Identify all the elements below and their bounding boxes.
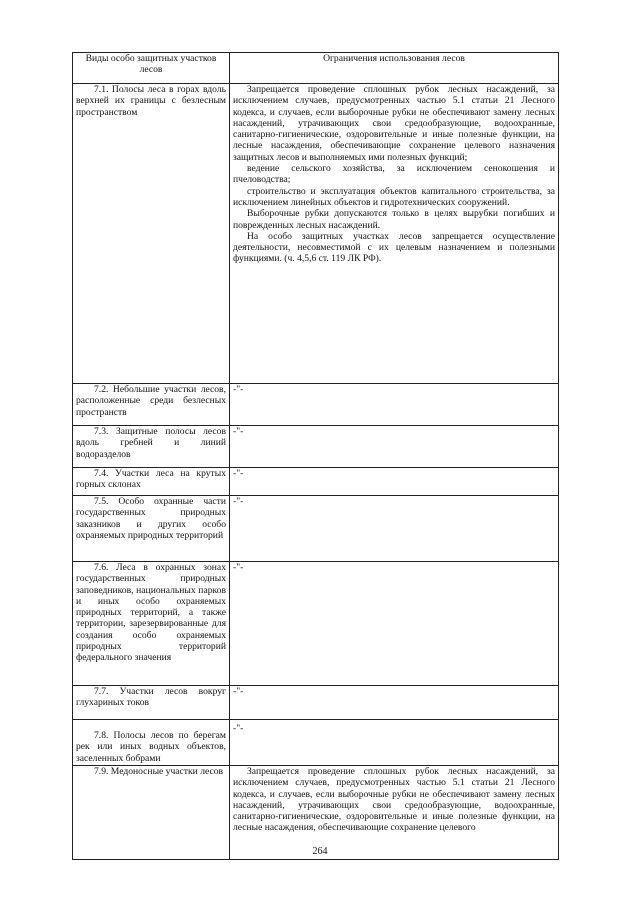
restriction-paragraph: Запрещается проведение сплошных рубок лесных насаждений, за исключением случаев, предусмотренных частью 5.1 статьи 21 Лесного кодекса, и случаев, если выборочные рубки не обеспечивают замену лесных насаждений, утрачивающих свои средообразующие, водоохранные, санитарно-гигиенические, оздоровительные и иные полезные функции, на лесные насаждения, обеспечивающие сохранение целевого — [233, 766, 555, 834]
row-ditto: -"- — [230, 426, 559, 468]
row-name: 7.5. Особо охранные части государственных природных заказников и других особо охраняемых природных территорий — [73, 496, 230, 562]
restriction-paragraph: Выборочные рубки допускаются только в целях вырубки погибших и поврежденных лесных насаждений. — [233, 208, 555, 231]
row-name: 7.9. Медоносные участки лесов — [73, 766, 230, 860]
table-header-row — [73, 53, 559, 84]
row-name: 7.2. Небольшие участки лесов, расположенные среди безлесных пространств — [73, 384, 230, 426]
row-ditto: -"- — [230, 562, 559, 686]
restriction-paragraph: Запрещается проведение сплошных рубок лесных насаждений, за исключением случаев, предусмотренных частью 5.1 статьи 21 Лесного кодекса, и случаев, если выборочные рубки не обеспечивают замену лесных насаждений, утрачивающих свои средообразующие, водоохранные, санитарно-гигиенические, оздоровительные и иные полезные функции, на лесные насаждения, обеспечивающие сохранение целевого назначения защитных лесов и выполняемых ими полезных функций; — [233, 84, 555, 163]
table-row — [73, 468, 559, 496]
restriction-paragraph: ведение сельского хозяйства, за исключением сенокошения и пчеловодства; — [233, 163, 555, 186]
row-ditto: -"- — [230, 496, 559, 562]
table-row — [73, 562, 559, 686]
row-restrictions — [230, 84, 559, 384]
table-row — [73, 720, 559, 766]
row-name: 7.6. Леса в охранных зонах государственных природных заповедников, национальных парков и иных особо охраняемых природных территорий, а также территории, зарезервированные для создания особо охраняемых природных территорий федерального значения — [73, 562, 230, 686]
header-restrictions: Ограничения использования лесов — [230, 53, 559, 84]
row-ditto: -"- — [230, 384, 559, 426]
row-name: 7.7. Участки лесов вокруг глухариных токов — [73, 686, 230, 720]
row-ditto: -"- — [230, 686, 559, 720]
row-ditto: -"- — [230, 720, 559, 766]
restriction-paragraph: строительство и эксплуатация объектов капитального строительства, за исключением линейных объектов и гидротехнических сооружений. — [233, 185, 555, 208]
row-name: 7.4. Участки леса на крутых горных склонах — [73, 468, 230, 496]
row-name: 7.1. Полосы леса в горах вдоль верхней их границы с безлесным пространством — [73, 84, 230, 384]
table-row — [73, 686, 559, 720]
table-row — [73, 426, 559, 468]
table-row — [73, 384, 559, 426]
row-ditto: -"- — [230, 468, 559, 496]
restrictions-table — [72, 52, 559, 860]
table-row — [73, 496, 559, 562]
page-number: 264 — [312, 846, 328, 857]
row-name: 7.8. Полосы лесов по берегам рек или иных водных объектов, заселенных бобрами — [73, 720, 230, 766]
restriction-paragraph: На особо защитных участках лесов запрещается осуществление деятельности, несовместимой с их целевым назначением и полезными функциями. (ч. 4,5,6 ст. 119 ЛК РФ). — [233, 230, 555, 265]
header-forest-types: Виды особо защитных участков лесов — [73, 53, 230, 84]
row-name: 7.3. Защитные полосы лесов вдоль гребней и линий водоразделов — [73, 426, 230, 468]
table-row — [73, 84, 559, 384]
